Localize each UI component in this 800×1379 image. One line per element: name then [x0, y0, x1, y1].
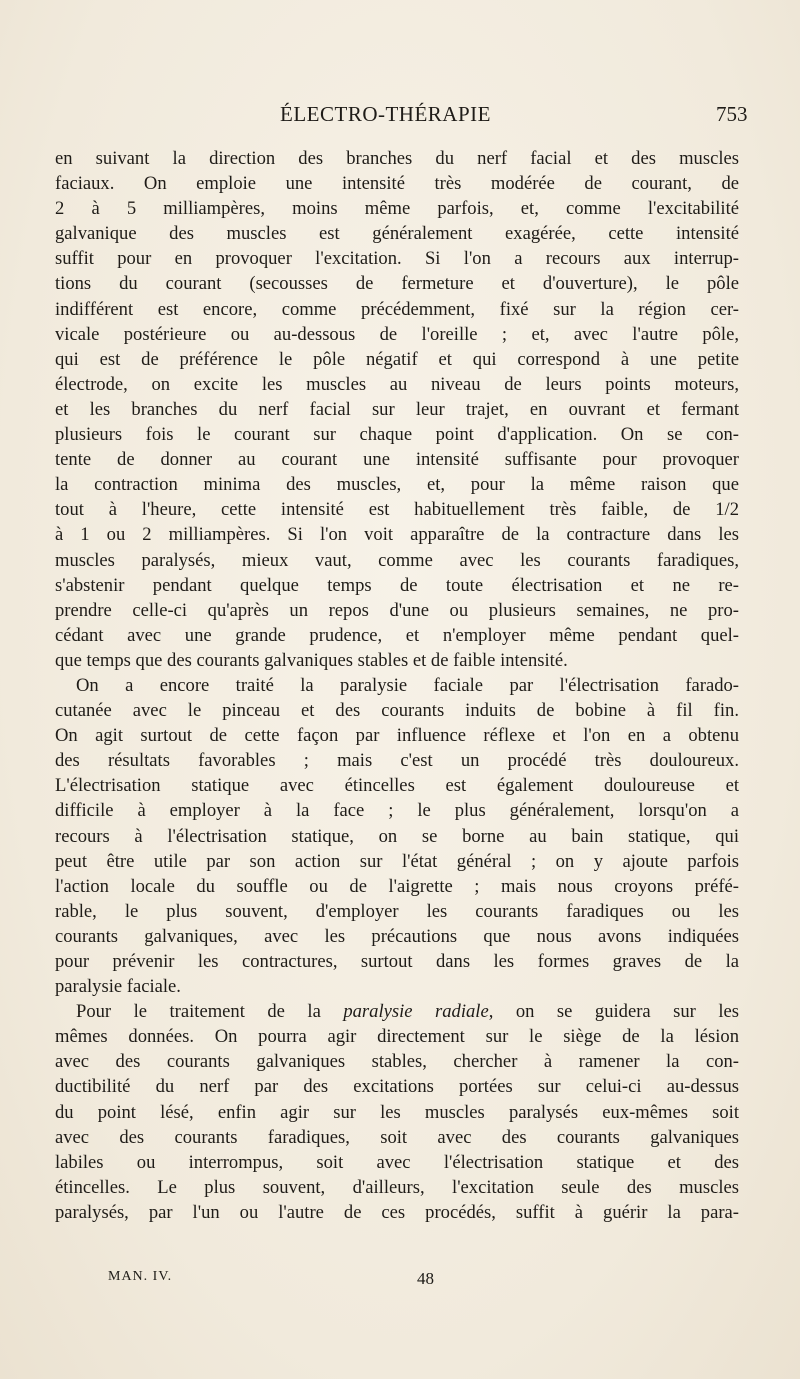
text-fragment: Pour le traitement de la — [76, 1001, 344, 1023]
text-line: avec des courants faradiques, soit avec des courants galvaniques — [55, 1126, 739, 1148]
text-line: On agit surtout de cette façon par influence réflexe et l'on en a obtenu — [55, 725, 739, 747]
text-line: recours à l'électrisation statique, on se borne au bain statique, qui — [55, 825, 739, 847]
text-line: la contraction minima des muscles, et, pour la même raison que — [55, 474, 739, 496]
text-line: que temps que des courants galvaniques stables et de faible intensité. — [55, 649, 568, 671]
text-line: avec des courants galvaniques stables, chercher à ramener la con- — [55, 1051, 739, 1073]
page-number: 753 — [716, 102, 748, 126]
body-text — [55, 146, 739, 1225]
text-line: électrode, on excite les muscles au niveau de leurs points moteurs, — [55, 373, 739, 395]
text-line: du point lésé, enfin agir sur les muscles paralysés eux-mêmes soit — [55, 1101, 739, 1123]
text-fragment: , on se guidera sur les — [488, 1001, 740, 1023]
text-line: cédant avec une grande prudence, et n'employer même pendant quel- — [55, 624, 739, 646]
emphasis-text: paralysie radiale — [343, 1001, 489, 1023]
text-line: suffit pour en provoquer l'excitation. Si l'on a recours aux interrup- — [55, 248, 739, 270]
text-line: et les branches du nerf facial sur leur trajet, en ouvrant et fermant — [55, 398, 739, 420]
text-line: rable, le plus souvent, d'employer les courants faradiques ou les — [55, 900, 739, 922]
text-line: cutanée avec le pinceau et des courants induits de bobine à fil fin. — [55, 700, 739, 722]
text-line: galvanique des muscles est généralement exagérée, cette intensité — [55, 223, 739, 245]
sheet-number: 48 — [417, 1269, 434, 1288]
text-line: à 1 ou 2 milliampères. Si l'on voit apparaître de la contracture dans les — [55, 524, 739, 546]
text-line: paralysés, par l'un ou l'autre de ces procédés, suffit à guérir la para- — [55, 1201, 739, 1223]
text-line: pour prévenir les contractures, surtout dans les formes graves de la — [55, 951, 739, 972]
text-line: 2 à 5 milliampères, moins même parfois, et, comme l'excitabilité — [55, 198, 739, 220]
page-footer — [0, 1269, 800, 1291]
text-line: On a encore traité la paralysie faciale par l'électrisation farado- — [76, 674, 739, 696]
text-line: L'électrisation statique avec étincelles est également douloureuse et — [55, 775, 739, 797]
text-line: tions du courant (secousses de fermeture et d'ouverture), le pôle — [55, 273, 739, 295]
text-line: en suivant la direction des branches du nerf facial et des muscles — [55, 148, 739, 169]
text-line: muscles paralysés, mieux vaut, comme avec les courants faradiques, — [55, 549, 739, 571]
text-line: qui est de préférence le pôle négatif et qui correspond à une petite — [55, 348, 739, 370]
text-line: mêmes données. On pourra agir directement sur le siège de la lésion — [55, 1026, 739, 1048]
text-line: difficile à employer à la face ; le plus généralement, lorsqu'on a — [55, 800, 739, 822]
running-title: ÉLECTRO-THÉRAPIE — [280, 102, 491, 126]
text-line: plusieurs fois le courant sur chaque point d'application. On se con- — [55, 424, 739, 446]
text-line: faciaux. On emploie une intensité très modérée de courant, de — [55, 173, 739, 195]
text-line: indifférent est encore, comme précédemment, fixé sur la région cer- — [55, 298, 739, 320]
text-line: prendre celle-ci qu'après un repos d'une ou plusieurs semaines, ne pro- — [55, 599, 739, 621]
text-line: peut être utile par son action sur l'état général ; on y ajoute parfois — [55, 850, 739, 872]
text-line: courants galvaniques, avec les précautions que nous avons indiquées — [55, 925, 739, 947]
text-line: tout à l'heure, cette intensité est habituellement très faible, de 1/2 — [55, 499, 739, 521]
text-line: paralysie faciale. — [55, 976, 181, 998]
text-line: ductibilité du nerf par des excitations portées sur celui-ci au-dessus — [55, 1076, 739, 1098]
printer-signature: MAN. IV. — [108, 1269, 173, 1284]
text-line: labiles ou interrompus, soit avec l'électrisation statique et des — [55, 1151, 739, 1173]
text-line: s'abstenir pendant quelque temps de toute électrisation et ne re- — [55, 574, 739, 596]
text-line: tente de donner au courant une intensité suffisante pour provoquer — [55, 449, 739, 471]
text-line: des résultats favorables ; mais c'est un procédé très douloureux. — [55, 750, 739, 772]
text-line: l'action locale du souffle ou de l'aigrette ; mais nous croyons préfé- — [55, 875, 739, 897]
running-header — [0, 102, 800, 132]
text-line: étincelles. Le plus souvent, d'ailleurs, l'excitation seule des muscles — [55, 1176, 739, 1198]
text-line-emphasis — [55, 999, 739, 1024]
text-line: vicale postérieure ou au-dessous de l'oreille ; et, avec l'autre pôle, — [55, 323, 739, 345]
